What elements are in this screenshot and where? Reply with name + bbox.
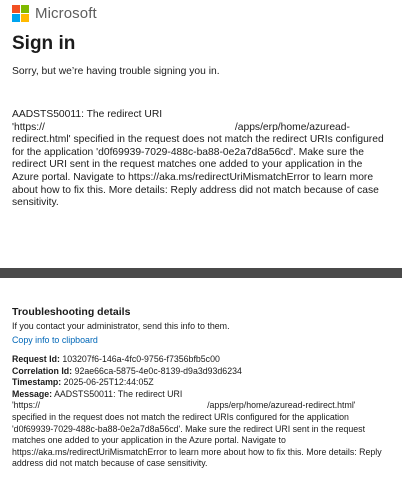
request-id-row (12, 354, 398, 366)
message-url-end: /apps/erp/home/azuread-redirect.html' (207, 400, 356, 411)
error-url-start: 'https:// (12, 121, 45, 133)
error-url-end: /apps/erp/home/azuread- (234, 121, 350, 133)
section-divider (0, 268, 402, 278)
timestamp-label: Timestamp: (12, 377, 62, 388)
page-subtitle: Sorry, but we’re having trouble signing you in. (12, 66, 220, 77)
error-line: AADSTS50011: The redirect URI (12, 109, 163, 120)
timestamp-row (12, 377, 398, 389)
page-title: Sign in (12, 33, 76, 54)
error-url-line (12, 122, 398, 135)
message-url-line (12, 400, 398, 412)
error-line: redirect.html' specified in the request does not match the redirect URIs configured (12, 134, 384, 146)
message-url-start: 'https:// (12, 400, 41, 411)
message-label: Message: (12, 388, 53, 399)
error-line: Azure portal. Navigate to https://aka.ms/redirectUriMismatchError to learn more (12, 171, 374, 183)
correlation-id-row (12, 366, 398, 378)
troubleshooting-details (12, 354, 398, 470)
request-id-label: Request Id: (12, 354, 60, 364)
message-value: AADSTS50011: The redirect URI (54, 388, 183, 399)
message-line: 'd0f69939-7029-488c-ba88-0e2a7d8a56cd'. Make sure the redirect URI sent in the request (12, 423, 366, 434)
message-line: matches one added to your application in the Azure portal. Navigate to (12, 435, 286, 446)
troubleshooting-description: If you contact your administrator, send this info to them. (12, 321, 230, 331)
microsoft-logo (12, 5, 97, 22)
copy-info-link[interactable]: Copy info to clipboard (12, 335, 98, 345)
correlation-id-label: Correlation Id: (12, 365, 73, 376)
correlation-id-value: 92ae66ca-5875-4e0c-8139-d9a3d93d6234 (74, 365, 242, 376)
error-line: sensitivity. (12, 197, 59, 209)
message-line: specified in the request does not match the redirect URIs configured for the application (12, 411, 349, 422)
microsoft-logo-icon (12, 5, 29, 22)
timestamp-value: 2025-06-25T12:44:05Z (63, 377, 154, 388)
troubleshooting-panel (0, 278, 402, 499)
message-line: address did not match because of case sensitivity. (12, 458, 208, 469)
error-message (12, 109, 398, 210)
message-row (12, 389, 398, 401)
error-line: for the application 'd0f69939-7029-488c-ba88-0e2a7d8a56cd'. Make sure the (12, 146, 364, 158)
troubleshooting-title: Troubleshooting details (12, 306, 131, 318)
brand-name: Microsoft (35, 5, 97, 22)
error-line: redirect URI sent in the request matches one added to your application in the (12, 159, 363, 171)
message-line: https://aka.ms/redirectUriMismatchError to learn more about how to fix this. More details: Reply (12, 446, 382, 457)
error-line: about how to fix this. More details: Reply address did not match because of case (12, 184, 379, 196)
request-id-value: 103207f6-146a-4fc0-9756-f7356bfb5c00 (62, 354, 220, 364)
